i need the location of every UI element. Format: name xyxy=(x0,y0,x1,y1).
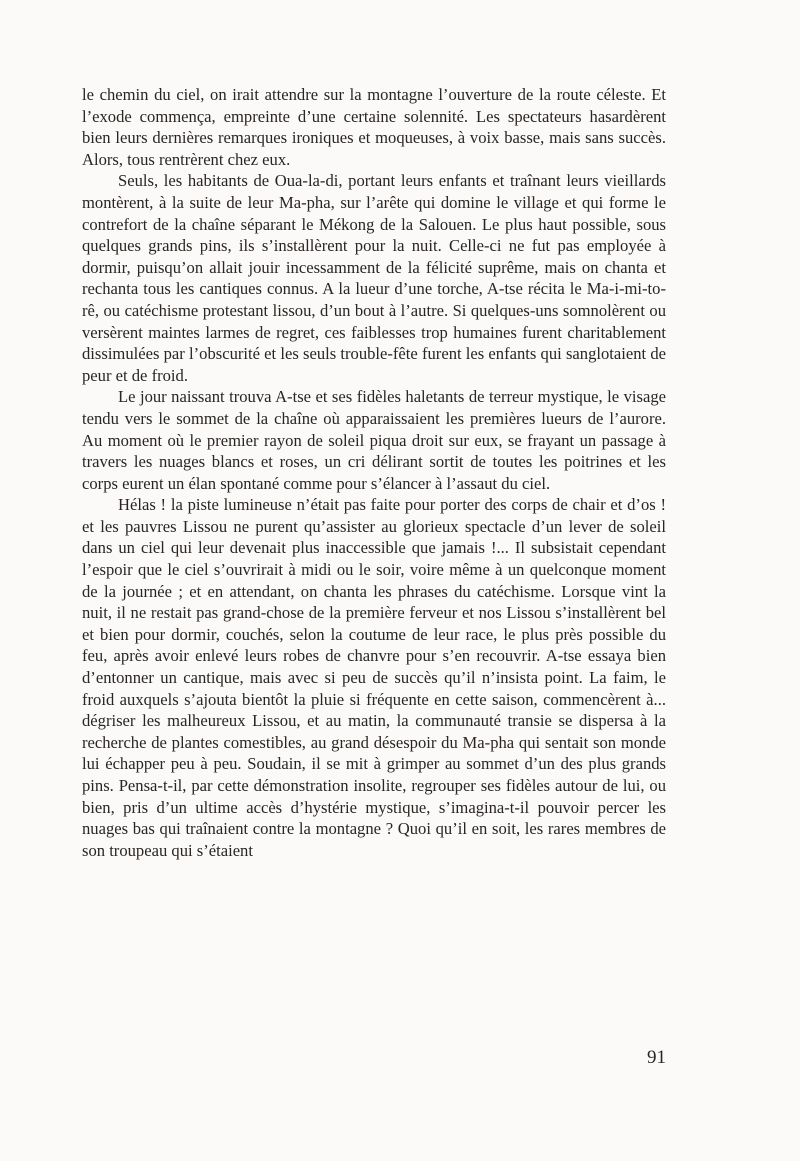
page-number: 91 xyxy=(647,1047,666,1068)
page-body xyxy=(82,84,666,1084)
paragraph-helas: Hélas ! la piste lumineuse n’était pas faite pour porter des corps de chair et d’os ! et les pauvres Lissou ne purent qu’assister au glorieux spectacle d’un lever de soleil dans un ciel qui leur devenait plus inaccessible que jamais !... Il subsistait cependant l’espoir que le ciel s’ouvrirait à midi ou le soir, voire même à un quelconque moment de la journée ; et en attendant, on chanta les phrases du catéchisme. Lorsque vint la nuit, il ne restait pas grand-chose de la première ferveur et nos Lissou s’installèrent bel et bien pour dormir, couchés, selon la coutume de leur race, le plus près possible du feu, après avoir enlevé leurs robes de chanvre pour s’en recouvrir. A-tse essaya bien d’entonner un cantique, mais avec si peu de succès qu’il n’insista point. La faim, le froid auxquels s’ajouta bientôt la pluie si fréquente en cette saison, commencèrent à... dégriser les malheureux Lissou, et au matin, la communauté transie se dispersa à la recherche de plantes comestibles, au grand désespoir du Ma-pha qui sentait son monde lui échapper peu à peu. Soudain, il se mit à grimper au sommet d’un des plus grands pins. Pensa-t-il, par cette démonstration insolite, regrouper ses fidèles autour de lui, ou bien, pris d’un ultime accès d’hystérie mystique, s’imagina-t-il pouvoir percer les nuages bas qui traînaient contre la montagne ? Quoi qu’il en soit, les rares membres de son troupeau qui s’étaient xyxy=(82,495,666,860)
paragraph-continued: le chemin du ciel, on irait attendre sur la montagne l’ouverture de la route céleste. Et l’exode commença, empreinte d’une certaine solennité. Les spectateurs hasardèrent bien leurs dernières remarques ironiques et moqueuses, à voix basse, mais sans succès. Alors, tous rentrèrent chez eux. xyxy=(82,85,666,169)
paragraph-oua-la-di: Seuls, les habitants de Oua-la-di, portant leurs enfants et traînant leurs vieillards montèrent, à la suite de leur Ma-pha, sur l’arête qui domine le village et qui forme le contrefort de la chaîne séparant le Mékong de la Salouen. Le plus haut possible, sous quelques grands pins, ils s’installèrent pour la nuit. Celle-ci ne fut pas employée à dormir, puisqu’on allait jouir incessamment de la félicité suprême, mais on chanta et rechanta tous les cantiques connus. A la lueur d’une torche, A-tse récita le Ma-i-mi-to-rê, ou catéchisme protestant lissou, d’un bout à l’autre. Si quelques-uns somnolèrent ou versèrent maintes larmes de regret, ces faiblesses trop humaines furent charitablement dissimulées par l’obscurité et les seuls trouble-fête furent les enfants qui sanglotaient de peur et de froid. xyxy=(82,171,666,385)
paragraph-dawn: Le jour naissant trouva A-tse et ses fidèles haletants de terreur mystique, le visage tendu vers le sommet de la chaîne où apparaissaient les premières lueurs de l’aurore. Au moment où le premier rayon de soleil piqua droit sur eux, se frayant un passage à travers les nuages blancs et roses, un cri délirant sortit de toutes les poitrines et les corps eurent un élan spontané comme pour s’élancer à l’assaut du ciel. xyxy=(82,387,666,493)
